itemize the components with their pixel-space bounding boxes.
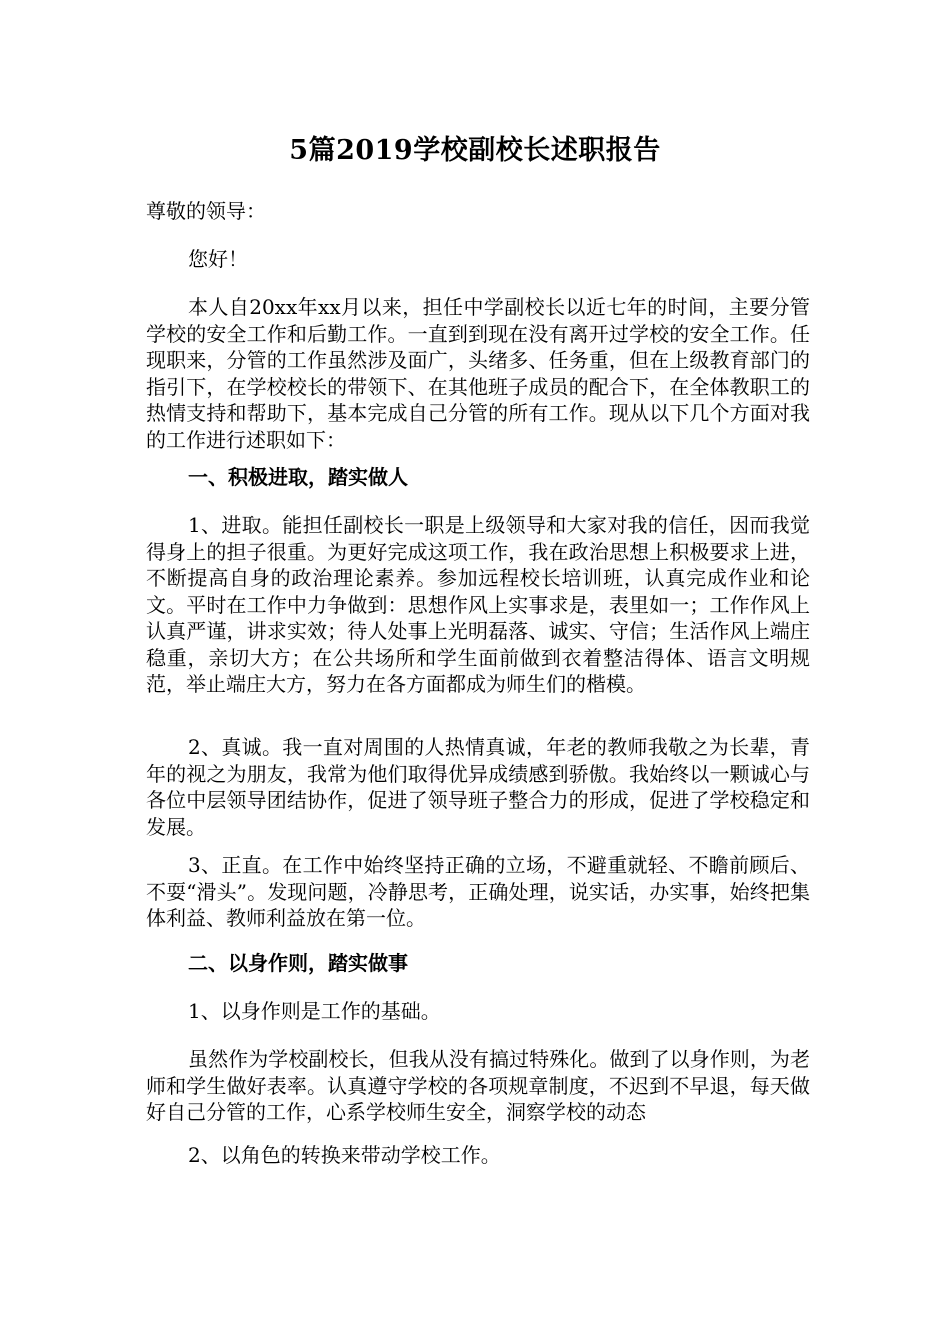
section-2-paragraph-1: 1、以身作则是工作的基础。 [188,999,441,1023]
section-2-paragraph-3: 2、以角色的转换来带动学校工作。 [188,1143,501,1167]
section-1-paragraph-1: 1、进取。能担任副校长一职是上级领导和大家对我的信任，因而我觉得身上的担子很重。为更好完成这项工作，我在政治思想上积极要求上进，不断提高自身的政治理论素养。参加远程校长培训班，认真完成作业和论文。平时在工作中力争做到：思想作风上实事求是，表里如一；工作作风上认真严谨，讲求实效；待人处事上光明磊落、诚实、守信；生活作风上端庄稳重，亲切大方；在公共场所和学生面前做到衣着整洁得体、语言文明规范，举止端庄大方，努力在各方面都成为师生们的楷模。 [146,513,810,696]
section-1-heading: 一、积极进取，踏实做人 [188,465,408,489]
section-2-paragraph-2: 虽然作为学校副校长，但我从没有搞过特殊化。做到了以身作则，为老师和学生做好表率。认真遵守学校的各项规章制度，不迟到不早退，每天做好自己分管的工作，心系学校师生安全，洞察学校的动态 [146,1047,810,1124]
intro-paragraph: 本人自20xx年xx月以来，担任中学副校长以近七年的时间，主要分管学校的安全工作和后勤工作。一直到到现在没有离开过学校的安全工作。任现职来，分管的工作虽然涉及面广，头绪多、任务重，但在上级教育部门的指引下，在学校校长的带领下、在其他班子成员的配合下，在全体教职工的热情支持和帮助下，基本完成自己分管的所有工作。现从以下几个方面对我的工作进行述职如下： [146,295,810,452]
salutation: 尊敬的领导： [146,199,266,223]
section-1-paragraph-2: 2、真诚。我一直对周围的人热情真诚，年老的教师我敬之为长辈，青年的视之为朋友，我常为他们取得优异成绩感到骄傲。我始终以一颗诚心与各位中层领导团结协作，促进了领导班子整合力的形成，促进了学校稳定和发展。 [146,735,810,839]
greeting: 您好！ [188,247,248,271]
section-2-heading: 二、以身作则，踏实做事 [188,951,408,975]
section-1-paragraph-3: 3、正直。在工作中始终坚持正确的立场，不避重就轻、不瞻前顾后、不耍“滑头”。发现问题，冷静思考，正确处理，说实话，办实事，始终把集体利益、教师利益放在第一位。 [146,853,810,930]
document-title: 5篇2019学校副校长述职报告 [289,135,661,166]
